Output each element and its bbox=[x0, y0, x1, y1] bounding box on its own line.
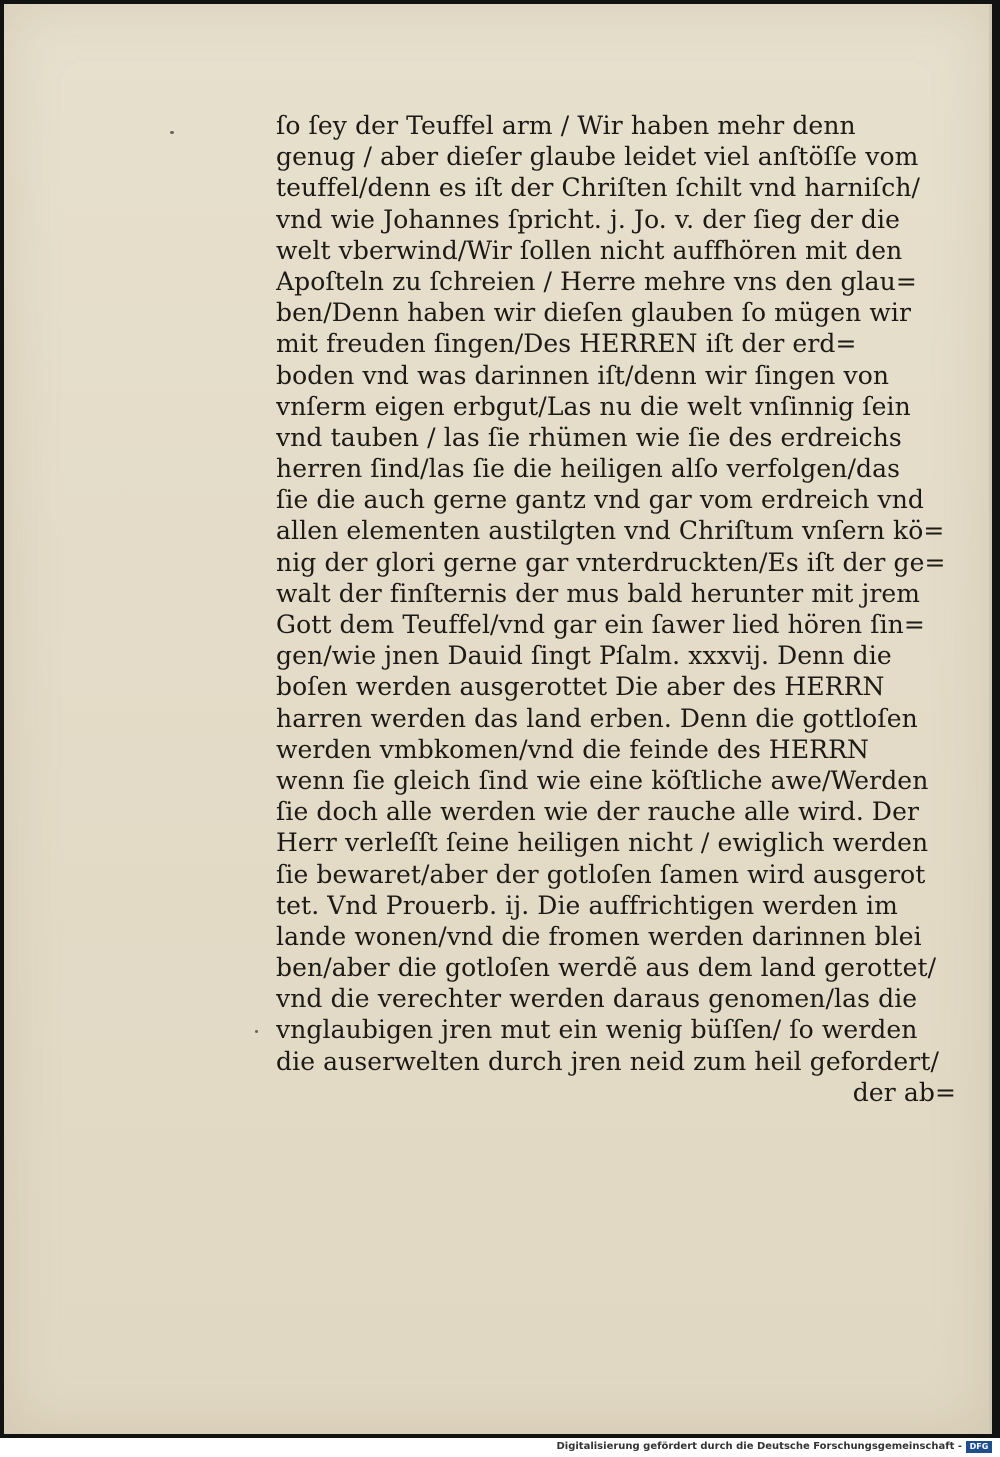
text-line: herren ſind/las ſie die heiligen alſo verfolgen/das bbox=[276, 454, 901, 484]
text-line: boſen werden ausgerottet Die aber des HERRN bbox=[276, 672, 885, 702]
text-line: Herr verleſſt ſeine heiligen nicht / ewiglich werden bbox=[276, 828, 929, 858]
text-line: harren werden das land erben. Denn die gottloſen bbox=[276, 703, 918, 733]
text-line: ſie die auch gerne gantz vnd gar vom erdreich vnd bbox=[276, 485, 925, 515]
text-line: ſie bewaret/aber der gotloſen ſamen wird ausgerot bbox=[276, 859, 926, 889]
text-line: boden vnd was darinnen iſt/denn wir ſingen von bbox=[276, 360, 890, 390]
text-line: walt der finſternis der mus bald herunter mit jrem bbox=[276, 578, 921, 608]
text-line: ben/aber die gotloſen werdẽ aus dem land gerottet/ bbox=[276, 953, 937, 983]
text-line: teuffel/denn es iſt der Chriſten ſchilt vnd harniſch/ bbox=[276, 173, 921, 203]
text-line: allen elementen austilgten vnd Chriſtum vnſern kö= bbox=[276, 516, 945, 546]
catchword: der ab= bbox=[852, 1077, 956, 1107]
text-line: lande wonen/vnd die fromen werden darinnen blei bbox=[276, 921, 922, 951]
text-line: ben/Denn haben wir dieſen glauben ſo mügen wir bbox=[276, 298, 912, 328]
ink-speck bbox=[255, 1030, 258, 1033]
text-line: Gott dem Teuffel/vnd gar ein ſawer lied hören ſin= bbox=[276, 610, 925, 639]
text-line: die auserwelten durch jren neid zum heil gefordert/ bbox=[276, 1046, 940, 1076]
text-line: werden vmbkomen/vnd die feinde des HERRN bbox=[276, 734, 870, 764]
text-line: genug / aber dieſer glaube leidet viel anſtöſſe vom bbox=[276, 142, 919, 172]
text-line: ſie doch alle werden wie der rauche alle wird. Der bbox=[276, 797, 920, 827]
text-line: gen/wie jnen Dauid ſingt Pſalm. xxxvij. Denn die bbox=[276, 641, 892, 671]
funding-credit: Digitalisierung gefördert durch die Deutsche Forschungsgemeinschaft - bbox=[556, 1441, 962, 1452]
text-line: tet. Vnd Prouerb. ij. Die auffrichtigen werden im bbox=[276, 890, 898, 920]
text-line: mit freuden ſingen/Des HERREN iſt der erd= bbox=[276, 329, 857, 359]
text-line: vnd tauben / las ſie rhümen wie ſie des erdreichs bbox=[276, 422, 902, 452]
footer-bar bbox=[0, 1438, 1000, 1457]
text-line: vnd wie Johannes ſpricht. j. Jo. v. der ſieg der die bbox=[276, 204, 901, 234]
text-line: wenn ſie gleich ſind wie eine köſtliche awe/Werden bbox=[276, 765, 929, 795]
text-line: vnſerm eigen erbgut/Las nu die welt vnſinnig ſein bbox=[276, 391, 911, 421]
text-line: nig der glori gerne gar vnterdruckten/Es iſt der ge= bbox=[276, 547, 946, 577]
page-text bbox=[276, 110, 966, 1108]
text-line: ſo ſey der Teuffel arm / Wir haben mehr denn bbox=[276, 111, 856, 140]
dfg-logo-icon: DFG bbox=[966, 1441, 992, 1453]
text-line: Apoſteln zu ſchreien / Herre mehre vns den glau= bbox=[276, 266, 917, 296]
text-line: welt vberwind/Wir ſollen nicht auffhören mit den bbox=[276, 235, 903, 265]
text-line: vnglaubigen jren mut ein wenig büſſen/ ſo werden bbox=[276, 1015, 918, 1045]
text-line: vnd die verechter werden daraus genomen/las die bbox=[276, 984, 918, 1014]
ink-speck bbox=[170, 131, 174, 134]
